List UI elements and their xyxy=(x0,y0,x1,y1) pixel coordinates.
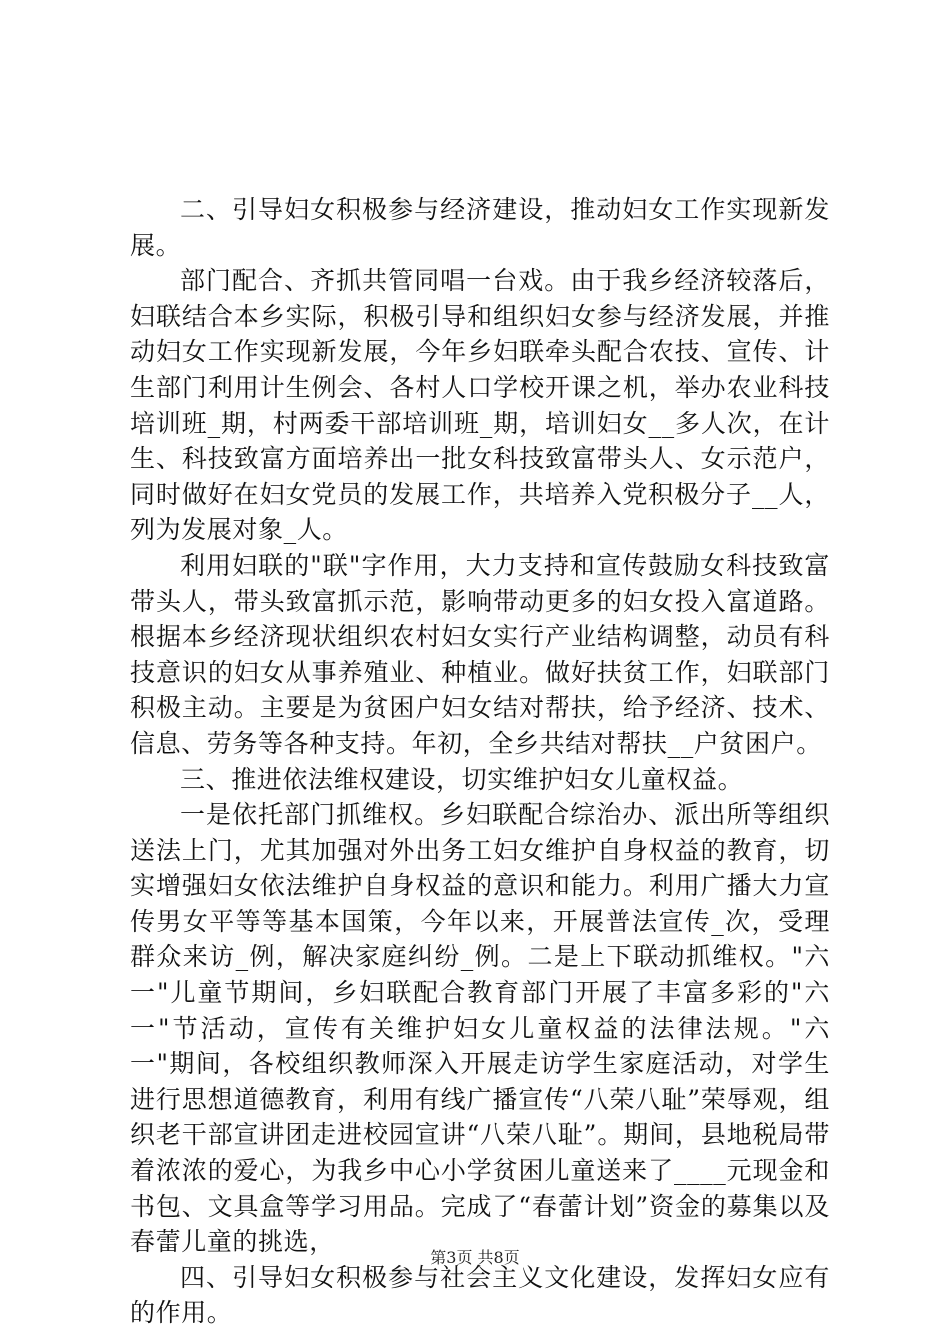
paragraph-department-cooperation: 部门配合、齐抓共管同唱一台戏。由于我乡经济较落后，妇联结合本乡实际，积极引导和组织妇女参与经济发展，并推动妇女工作实现新发展，今年乡妇联牵头配合农技、宣传、计生部门利用计生例会、各村人口学校开课之机，举办农业科技培训班_期，村两委干部培训班_期，培训妇女__多人次，在计生、科技致富方面培养出一批女科技致富带头人、女示范户，同时做好在妇女党员的发展工作，共培养入党积极分子__人，列为发展对象_人。 xyxy=(130,266,830,545)
paragraph-women-federation-role: 利用妇联的"联"字作用，大力支持和宣传鼓励女科技致富带头人，带头致富抓示范，影响带动更多的妇女投入富道路。根据本乡经济现状组织农村妇女实行产业结构调整，动员有科技意识的妇女从事养殖业、种植业。做好扶贫工作，妇联部门积极主动。主要是为贫困户妇女结对帮扶，给予经济、技术、信息、劳务等各种支持。年初，全乡共结对帮扶__户贫困户。 xyxy=(130,550,830,758)
section-heading-2: 二、引导妇女积极参与经济建设，推动妇女工作实现新发展。 xyxy=(130,195,830,260)
page-number-footer: 第3页 共8页 xyxy=(430,1248,520,1267)
document-body xyxy=(130,192,830,1331)
section-heading-4: 四、引导妇女积极参与社会主义文化建设，发挥妇女应有的作用。 xyxy=(130,1262,830,1328)
section-heading-3: 三、推进依法维权建设，切实维护妇女儿童权益。 xyxy=(180,764,744,794)
paragraph-rights-protection: 一是依托部门抓维权。乡妇联配合综治办、派出所等组织送法上门，尤其加强对外出务工妇女维护自身权益的教育，切实增强妇女依法维护自身权益的意识和能力。利用广播大力宣传男女平等等基本国策，今年以来，开展普法宣传_次，受理群众来访_例，解决家庭纠纷_例。二是上下联动抓维权。"六一"儿童节期间，乡妇联配合教育部门开展了丰富多彩的"六一"节活动，宣传有关维护妇女儿童权益的法律法规。"六一"期间，各校组织教师深入开展走访学生家庭活动，对学生进行思想道德教育，利用有线广播宣传“八荣八耻”荣辱观，组织老干部宣讲团走进校园宣讲“八荣八耻”。期间，县地税局带着浓浓的爱心，为我乡中心小学贫困儿童送来了____元现金和书包、文具盒等学习用品。完成了“春蕾计划”资金的募集以及春蕾儿童的挑选， xyxy=(130,800,830,1257)
